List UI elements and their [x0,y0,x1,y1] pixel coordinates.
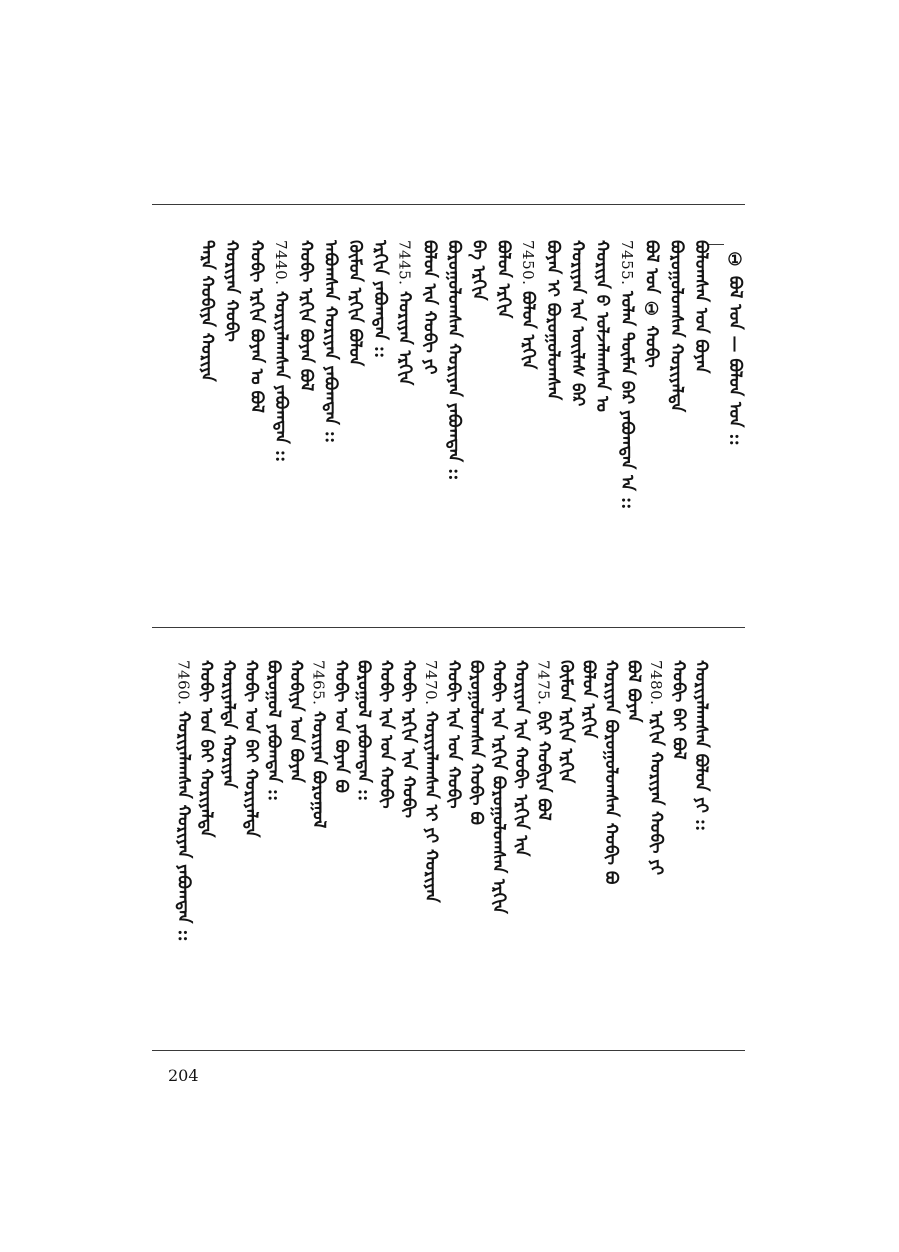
text-column [576,660,602,1040]
text-column [342,240,368,610]
verse-line: ᠪᠢᠷ ᠬᠤᠪᠢᠶᠠ ᠪᠣᠯ [533,711,554,822]
text-column [171,660,197,1040]
verse-line: ᠬᠦᠮᠦᠨ ᠡᠷᠬᠢᠨ ᠡᠷᠬᠢᠨ [556,660,576,784]
text-column [392,240,418,610]
verse-line: ᠡᠷᠬᠢᠨ ᠶᠠᠪᠤᠭᠳᠠᠨ :: [369,240,390,359]
line-number: 7470. [422,660,440,706]
verse-line: ᠪᠣᠷᠤᠭᠤᠯᠤᠭᠰᠠᠨ ᠬᠤᠷᠢᠶᠠᠨ ᠶᠠᠪᠤᠭᠳᠠᠨ :: [444,240,464,481]
page-number: 204 [168,1066,199,1085]
verse-line: ᠬᠦᠮᠦᠨ ᠡᠷᠬᠢᠨ ᠪᠣᠯᠤᠨ [345,240,366,367]
verse-line: ᠲᠡᠷᠡ ᠬᠤᠪᠢᠶᠠ ᠬᠤᠷᠢᠶᠠ [197,240,217,382]
text-column [441,240,467,610]
middle-rule [152,627,745,628]
text-column [565,240,591,610]
bottom-rule [152,1050,745,1051]
verse-line: ᠠᠪᠤᠭᠰᠠᠨ ᠬᠤᠷᠢᠶᠠᠨ ᠶᠠᠪᠤᠭᠳᠠᠨ :: [320,240,341,444]
line-number: 7445. [395,240,414,286]
text-column [268,240,294,610]
verse-line: ᠬᠤᠷᠢᠶᠠᠨ ᠪᠣᠷᠤᠭᠤᠯᠤᠭᠰᠠᠨ ᠬᠤᠪᠢ ᠪᠣ [601,660,621,885]
line-number: 7450. [519,240,538,286]
text-column [373,660,399,1040]
text-column [261,660,287,1040]
line-number: 7440. [272,240,291,286]
text-column [416,240,442,610]
text-column [540,240,566,610]
verse-line: ᠬᠤᠪᠢ ᠤᠨ ᠪᠠᠢ ᠬᠤᠷᠢᠶᠠᠯᠲᠠ [196,660,216,838]
verse-line: ᠪᠣᠯ ᠪᠣᠶᠠᠨ [623,660,644,723]
text-column [351,660,377,1040]
verse-line: ᠬᠤᠷᠢᠶᠠᠨ ᠪᠣᠷᠤᠭᠤᠯ [308,711,329,829]
verse-line: ᠬᠤᠪᠢ ᠡᠷᠬᠢᠨ ᠢᠨ ᠬᠤᠪᠢ [398,660,419,818]
verse-line: ᠪᠣᠷᠤᠭᠤᠯ ᠶᠠᠪᠤᠭᠳᠠᠨ :: [353,660,374,802]
text-column [598,660,624,1040]
verse-line: ᠬᠤᠷᠢᠶᠠ ᠪ ᠣᠯᠵᠠᠯᠠᠭᠰᠠᠨ ᠤ [592,240,613,413]
text-column [486,660,512,1040]
footnote-text: ① ᠪᠣᠯ ᠤᠨ — ᠪᠣᠯᠤᠨ ᠤᠨ :: [725,250,745,446]
line-number: 7480. [647,660,665,706]
verse-line: ᠬᠤᠷᠢᠶᠠᠯᠲᠠ ᠬᠤᠷᠢᠶᠠᠨ [218,660,239,789]
verse-line: ᠬᠤᠷᠢᠶᠠᠯᠠᠭᠰᠠᠨ ᠬᠤᠷᠢᠶᠠᠨ ᠶᠠᠪᠤᠭᠳᠠᠨ :: [173,711,194,943]
text-column [306,660,332,1040]
verse-line: ᠬᠤᠷᠢᠶᠠᠨ ᠡᠷᠬᠢᠨ [394,291,415,386]
line-number: 7460. [174,660,193,706]
verse-line: ᠪᠣᠯᠤᠨ ᠡᠷᠬᠢᠨ [493,240,514,319]
verse-line: ᠬᠤᠪᠢ ᠤᠨ ᠪᠣᠶᠠᠨ ᠪᠣ [331,660,351,793]
text-column [367,240,393,610]
verse-line: ᠪᠣᠯᠤᠨ ᠡᠷᠬᠢᠨ [518,291,539,370]
line-number: 7475. [534,660,553,706]
text-column [396,660,422,1040]
verse-line: ᠬᠤᠪᠢ ᠡᠷᠬᠢᠨ ᠪᠣᠶᠠᠨ ᠤ ᠪᠣᠯ [246,240,267,413]
text-column [293,240,319,610]
text-column [663,240,689,610]
verse-line: ᠬᠤᠷᠢᠶᠠᠯᠠᠭᠰᠠᠨ ᠶᠠᠪᠤᠭᠳᠠᠨ :: [271,291,292,463]
verse-line: ᠪᠣᠯᠤᠨ ᠢᠨ ᠬᠤᠪᠢ ᠶᠢ [419,240,440,375]
verse-line: ᠬᠤᠷᠢᠶᠠᠨ ᠢᠨ ᠬᠤᠪᠢ ᠡᠷᠬᠢᠨ ᠢᠨ [511,660,531,857]
text-column [328,660,354,1040]
text-column [643,660,669,1040]
verse-line: ᠬᠤᠷᠢᠶᠠᠯᠠᠭᠰᠠᠨ ᠢ ᠶᠢ ᠬᠤᠷᠢᠶᠠᠨ [421,711,441,904]
text-column [194,240,220,610]
verse-line: ᠬᠤᠷᠢᠶᠠᠯᠠᠭᠰᠠᠨ ᠪᠣᠯᠤᠨ ᠶᠢ :: [691,660,711,832]
text-column [466,240,492,610]
text-column [688,240,714,610]
text-column [193,660,219,1040]
text-column [621,660,647,1040]
verse-line: ᠡᠷᠬᠢᠨ ᠬᠤᠷᠢᠶᠠᠨ ᠬᠤᠪᠢ ᠶᠢ [646,711,666,876]
verse-line: ᠪᠣᠷᠤᠭᠤᠯᠤᠭᠰᠠᠨ ᠬᠤᠷᠢᠶᠠᠯᠲᠠ [666,240,687,413]
text-column [614,240,640,610]
top-rule [152,204,745,205]
verse-line: ᠬᠤᠪᠢᠶᠠ ᠤᠨ ᠪᠣᠶᠠᠨ [286,660,306,783]
line-number: 7465. [309,660,328,706]
text-column [553,660,579,1040]
text-column [219,240,245,610]
text-column [666,660,692,1040]
text-column [418,660,444,1040]
verse-line: ᠬᠤᠪᠢ ᠡᠷᠬᠢᠨ ᠪᠣᠶᠠᠨ ᠪᠣᠯ [295,240,316,392]
text-column [463,660,489,1040]
text-column [515,240,541,610]
text-column [318,240,344,610]
text-column [639,240,665,610]
verse-line: ᠪᠣᠶᠠᠨ ᠢ ᠪᠣᠷᠤᠭᠤᠯᠤᠭᠰᠠᠨ [542,240,563,401]
text-column [216,660,242,1040]
text-column [243,240,269,610]
verse-line: ᠬᠤᠪᠢ ᠢᠨ ᠤᠨ ᠬᠤᠪᠢ [376,660,396,809]
verse-line: ᠪᠣᠯᠤᠨ ᠡᠷᠬᠢᠨ [578,660,599,739]
verse-line: ᠬᠤᠷᠢᠶᠠᠨ ᠬᠤᠪᠢ [221,240,242,342]
verse-line: ᠪᠣᠯ ᠤᠨ ① ᠬᠤᠪᠢ [641,240,662,368]
text-column [283,660,309,1040]
text-column [531,660,557,1040]
verse-line: ᠣᠯᠠᠨ ᠲᠦᠮᠡᠨ ᠪᠡᠷ ᠶᠠᠪᠤᠭᠳᠠᠨ ᠠ :: [616,291,637,510]
verse-line: ᠬᠤᠷᠢᠶᠠᠨ ᠢᠨ ᠦᠢᠯᠡᠰ ᠪᠡᠷ [567,240,588,407]
footnote [722,250,748,460]
text-column [490,240,516,610]
verse-line: ᠬᠤᠪᠢ ᠢᠨ ᠤᠨ ᠬᠤᠪᠢ [443,660,464,809]
verse-line: ᠪᠠ ᠡᠷᠬᠢᠨ [468,240,489,301]
text-column [441,660,467,1040]
verse-line: ᠪᠣᠷᠤᠭᠤᠯᠤᠭᠰᠠᠨ ᠬᠤᠪᠢ ᠪᠣ [466,660,486,825]
verse-line: ᠬᠤᠪᠢ ᠢᠨ ᠡᠷᠬᠢᠨ ᠪᠣᠷᠤᠭᠤᠯᠤᠭᠰᠠᠨ ᠡᠷᠬᠢᠨ [488,660,509,914]
verse-line: ᠬᠤᠪᠢ ᠤᠨ ᠪᠠᠢ ᠬᠤᠷᠢᠶᠠᠯᠲᠠ [241,660,261,838]
verse-line: ᠬᠤᠪᠢ ᠪᠠᠢ ᠪᠣᠯ [668,660,689,760]
text-column [589,240,615,610]
verse-line: ᠪᠣᠯᠤᠭᠰᠠᠨ ᠤᠨ ᠪᠣᠶᠠᠨ [691,240,711,374]
text-column [508,660,534,1040]
text-column [238,660,264,1040]
line-number: 7455. [617,240,636,286]
verse-line: ᠪᠣᠷᠤᠭᠤᠯ ᠶᠠᠪᠤᠭᠳᠠᠨ :: [263,660,284,802]
text-column [688,660,714,1040]
